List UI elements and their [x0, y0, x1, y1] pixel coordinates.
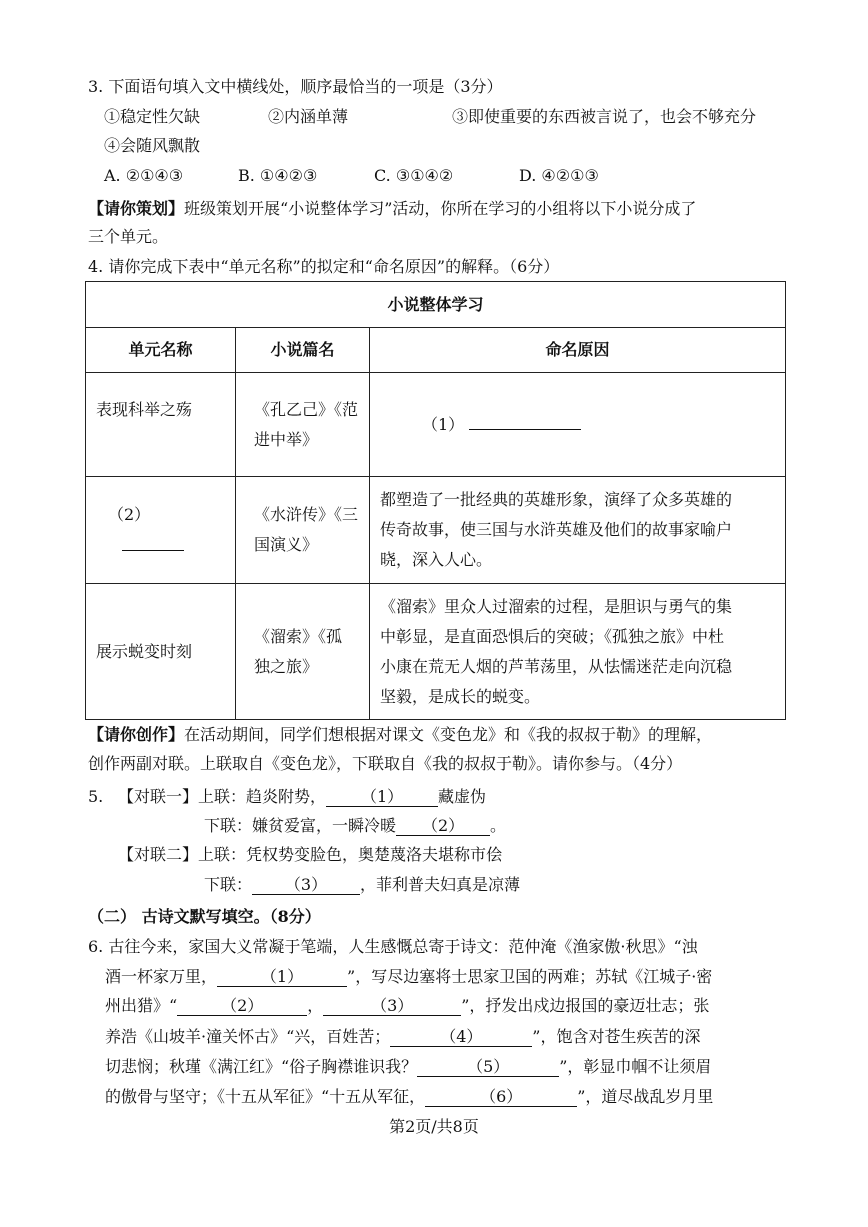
plan-line-2: 三个单元。 [88, 227, 169, 246]
table-row [86, 584, 786, 720]
q3-option-3: ③即使重要的东西被言说了，也会不够充分 [452, 107, 757, 126]
couplet-text: 。 [490, 816, 507, 835]
novel-line: 国演义》 [254, 535, 319, 554]
page-footer: 第2页/共8页 [389, 1117, 479, 1136]
novel-line: 《溜索》《孤 [254, 626, 343, 646]
plan-tag: 【请你策划】 [88, 199, 185, 218]
header-novel-title: 小说篇名 [236, 328, 370, 373]
couplet-text: 嫌贫爱富，一瞬冷暖 [252, 816, 397, 835]
couplet-text: 藏虚伪 [438, 787, 487, 806]
q3-stem: 3. 下面语句填入文中横线处，顺序最恰当的一项是（3分） [88, 77, 503, 96]
create-line-2: 创作两副对联。上联取自《变色龙》，下联取自《我的叔叔于勒》。请你参与。（4分） [88, 754, 683, 773]
couplet-1-up [118, 784, 486, 810]
novel-cell [236, 373, 370, 477]
reason-line: 中彰显，是直面恐惧后的突破；《孤独之旅》中杜 [380, 626, 725, 646]
blank-label-1: （1） [422, 415, 465, 434]
couplet-text: 趋炎附势， [246, 787, 327, 806]
q3-choice-c: C. ③①④② [374, 166, 454, 185]
reason-line: 小康在荒无人烟的芦苇荡里，从怯懦迷茫走向沉稳 [380, 656, 733, 676]
q6-text: 的傲骨与坚守；《十五从军征》“十五从军征， [105, 1087, 426, 1106]
unit-cell [86, 584, 236, 720]
table-title: 小说整体学习 [86, 282, 786, 328]
novel-line: 独之旅》 [254, 656, 319, 676]
section-2-title: （二） 古诗文默写填空。（8分） [88, 907, 321, 926]
q4-stem: 4. 请你完成下表中“单元名称”的拟定和“命名原因”的解释。（6分） [88, 257, 560, 276]
q3-choice-b: B. ①④②③ [238, 166, 318, 185]
plan-text-1: 班级策划开展“小说整体学习”活动，你所在学习的小组将以下小说分成了 [184, 199, 697, 218]
blank-label-2: （2） [108, 504, 151, 524]
down-label: 下联： [204, 875, 253, 894]
q6-text: ”，写尽边塞将士思家卫国的两难；苏轼《江城子·密 [347, 967, 713, 986]
q6-line-1: 6. 古往今来，家国大义常凝于笔端，人生感慨总寄于诗文：范仲淹《渔家傲·秋思》“浊 [88, 937, 698, 956]
couplet-2-up [118, 842, 502, 868]
answer-blank-1[interactable] [469, 409, 581, 430]
novel-line: 《孔乙己》《范 [254, 399, 359, 419]
blank-label: （1） [360, 787, 404, 806]
header-reason: 命名原因 [370, 328, 786, 373]
answer-blank-6-4[interactable] [390, 1026, 532, 1047]
answer-blank-2[interactable] [122, 530, 184, 551]
answer-blank-c2[interactable] [396, 815, 490, 836]
blank-label: （1） [260, 967, 304, 986]
couplet-2-down [204, 872, 520, 898]
reason-line: 坚毅，是成长的蜕变。 [380, 686, 541, 706]
answer-blank-6-5[interactable] [417, 1056, 559, 1077]
answer-blank-c3[interactable] [252, 874, 360, 895]
reason-line: 晓，深入人心。 [380, 550, 493, 569]
couplet-1-down [204, 813, 506, 839]
unit-text: 表现科举之殇 [96, 400, 193, 419]
q6-text: ， [307, 996, 324, 1015]
blank-label: （2） [221, 996, 264, 1015]
blank-label: （2） [421, 816, 465, 835]
unit-text: 展示蜕变时刻 [96, 641, 193, 661]
reason-line: 都塑造了一批经典的英雄形象，演绎了众多英雄的 [380, 490, 733, 509]
q3-option-1: ①稳定性欠缺 [104, 107, 201, 126]
reason-line: 《溜索》里众人过溜索的过程，是胆识与勇气的集 [380, 596, 733, 616]
blank-label: （5） [467, 1057, 510, 1076]
q6-line-5 [105, 1054, 711, 1080]
create-tag: 【请你创作】 [88, 725, 185, 744]
novel-cell [236, 477, 370, 584]
q3-choice-d: D. ④②①③ [519, 166, 599, 185]
plan-line-1 [88, 196, 696, 222]
novel-cell [236, 584, 370, 720]
couplet-1-tag: 【对联一】上联： [118, 787, 247, 806]
blank-label: （6） [480, 1087, 523, 1106]
answer-blank-6-2[interactable] [177, 995, 307, 1016]
reason-line: 传奇故事，使三国与水浒英雄及他们的故事家喻户 [380, 520, 733, 539]
q6-text: 养浩《山坡羊·潼关怀古》“兴，百姓苦； [105, 1027, 391, 1046]
answer-blank-6-6[interactable] [425, 1086, 577, 1107]
couplet-text: ，菲利普夫妇真是凉薄 [360, 875, 521, 894]
q6-line-6 [105, 1084, 713, 1110]
novel-line: 进中举》 [254, 429, 319, 449]
unit-cell [86, 373, 236, 477]
q5-number: 5. [88, 787, 104, 806]
q6-text: ”，抒发出戍边报国的豪迈壮志；张 [461, 996, 710, 1015]
answer-blank-6-1[interactable] [217, 966, 347, 987]
blank-label: （3） [284, 875, 328, 894]
novel-line: 《水浒传》《三 [254, 505, 359, 524]
blank-label: （4） [440, 1027, 483, 1046]
down-label: 下联： [204, 816, 253, 835]
q3-option-4: ④会随风飘散 [104, 136, 201, 155]
unit-cell [86, 477, 236, 584]
q6-text: 州出猎》“ [105, 996, 178, 1015]
answer-blank-c1[interactable] [326, 786, 438, 807]
table-row [86, 477, 786, 584]
q6-text: ”，饱含对苍生疾苦的深 [532, 1027, 701, 1046]
reason-cell [370, 373, 786, 477]
couplet-text: 凭权势变脸色，奥楚蔑洛夫堪称市侩 [246, 845, 503, 864]
q3-option-2: ②内涵单薄 [268, 107, 349, 126]
q6-text: 切悲悯；秋瑾《满江红》“俗子胸襟谁识我？ [105, 1057, 418, 1076]
table-row [86, 373, 786, 477]
q6-line-2 [105, 964, 712, 990]
create-line-1 [88, 722, 712, 748]
reason-cell [370, 584, 786, 720]
q6-line-4 [105, 1024, 700, 1050]
couplet-2-tag: 【对联二】上联： [118, 845, 247, 864]
q6-text: ”，彰显巾帼不让须眉 [559, 1057, 712, 1076]
create-text-1: 在活动期间，同学们想根据对课文《变色龙》和《我的叔叔于勒》的理解， [184, 725, 713, 744]
q6-text: 酒一杯家万里， [105, 967, 218, 986]
q3-choice-a: A. ②①④③ [104, 166, 184, 185]
reason-cell [370, 477, 786, 584]
answer-blank-6-3[interactable] [323, 995, 461, 1016]
unit-table [85, 281, 786, 720]
header-unit-name: 单元名称 [86, 328, 236, 373]
blank-label: （3） [371, 996, 414, 1015]
q6-text: ”，道尽战乱岁月里 [577, 1087, 714, 1106]
q6-line-3 [105, 993, 709, 1019]
